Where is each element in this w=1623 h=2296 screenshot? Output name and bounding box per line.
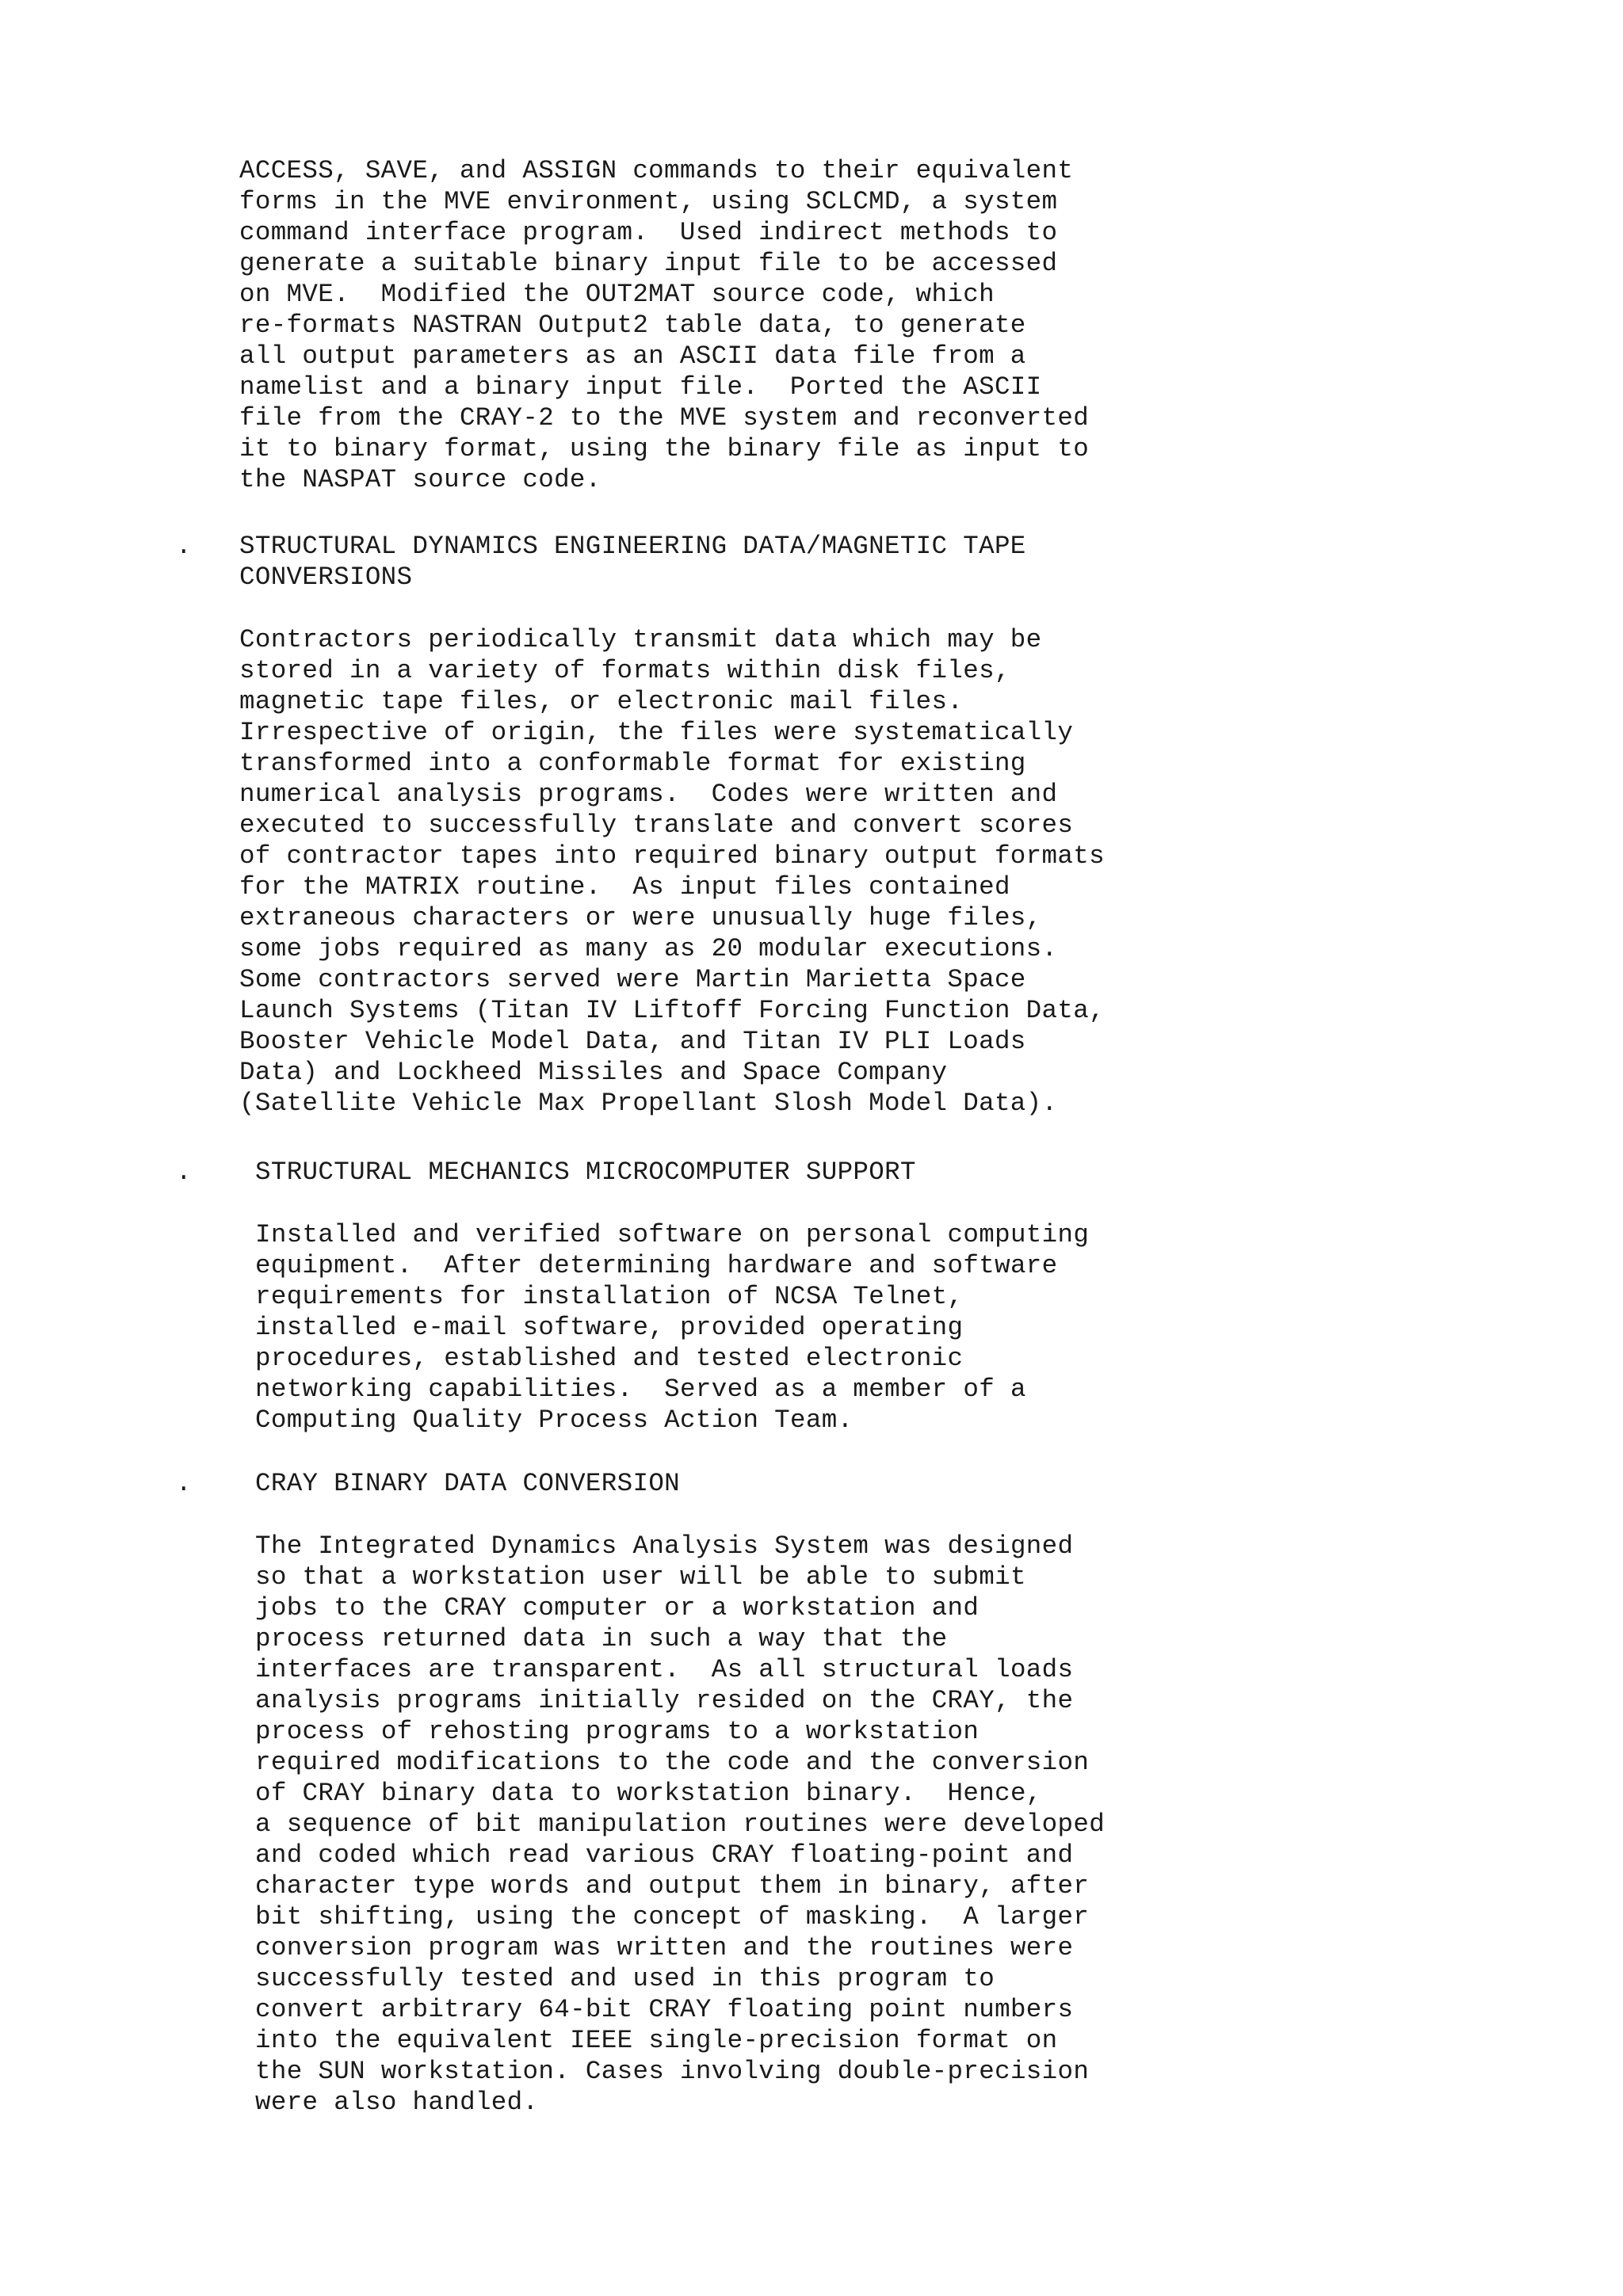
section-3-body: The Integrated Dynamics Analysis System was designed so that a workstation user will be able to submit jobs to the CRAY computer or a workstation and process returned data in such a way that the interfaces are transparent. As all structural loads analysis programs initially resided on the CRAY, the process of rehosting programs to a workstation required modifications to the code and the conversion of CRAY binary data to workstation binary. Hence, a sequence of bit manipulation routines were developed and coded which read various CRAY floating-point and character type words and output them in binary, after bit shifting, using the concept of masking. A larger conversion program was written and the routines were successfully tested and used in this program to convert arbitrary 64-bit CRAY floating point numbers into the equivalent IEEE single-precision format on the SUN workstation. Cases involving double-precision were also handled. — [255, 1531, 1106, 2117]
section-3-bullet: . — [176, 1469, 192, 1498]
section-1-heading: STRUCTURAL DYNAMICS ENGINEERING DATA/MAGNETIC TAPE CONVERSIONS — [239, 532, 1026, 592]
section-1-bullet: . — [176, 532, 192, 561]
section-2-heading: STRUCTURAL MECHANICS MICROCOMPUTER SUPPORT — [255, 1158, 916, 1187]
intro-paragraph: ACCESS, SAVE, and ASSIGN commands to their equivalent forms in the MVE environment, using SCLCMD, a system command interface program. Used indirect methods to generate a suitable binary input file to be accessed on MVE. Modified the OUT2MAT source code, which re-formats NASTRAN Output2 table data, to generate all output parameters as an ASCII data file from a namelist and a binary input file. Ported the ASCII file from the CRAY-2 to the MVE system and reconverted it to binary format, using the binary file as input to the NASPAT source code. — [239, 156, 1090, 494]
section-2-bullet: . — [176, 1158, 192, 1187]
section-3-heading: CRAY BINARY DATA CONVERSION — [255, 1469, 681, 1498]
section-1-body: Contractors periodically transmit data which may be stored in a variety of formats within disk files, magnetic tape files, or electronic mail files. Irrespective of origin, the files were systematically transformed into a conformable format for existing numerical analysis programs. Codes were written and executed to successfully translate and convert scores of contractor tapes into required binary output formats for the MATRIX routine. As input files contained extraneous characters or were unusually huge files, some jobs required as many as 20 modular executions. Some contractors served were Martin Marietta Space Launch Systems (Titan IV Liftoff Forcing Function Data, Booster Vehicle Model Data, and Titan IV PLI Loads Data) and Lockheed Missiles and Space Company (Satellite Vehicle Max Propellant Slosh Model Data). — [239, 625, 1105, 1118]
section-2-body: Installed and verified software on personal computing equipment. After determining hardware and software requirements for installation of NCSA Telnet, installed e-mail software, provided operating procedures, established and tested electronic networking capabilities. Served as a member of a Computing Quality Process Action Team. — [255, 1220, 1090, 1435]
